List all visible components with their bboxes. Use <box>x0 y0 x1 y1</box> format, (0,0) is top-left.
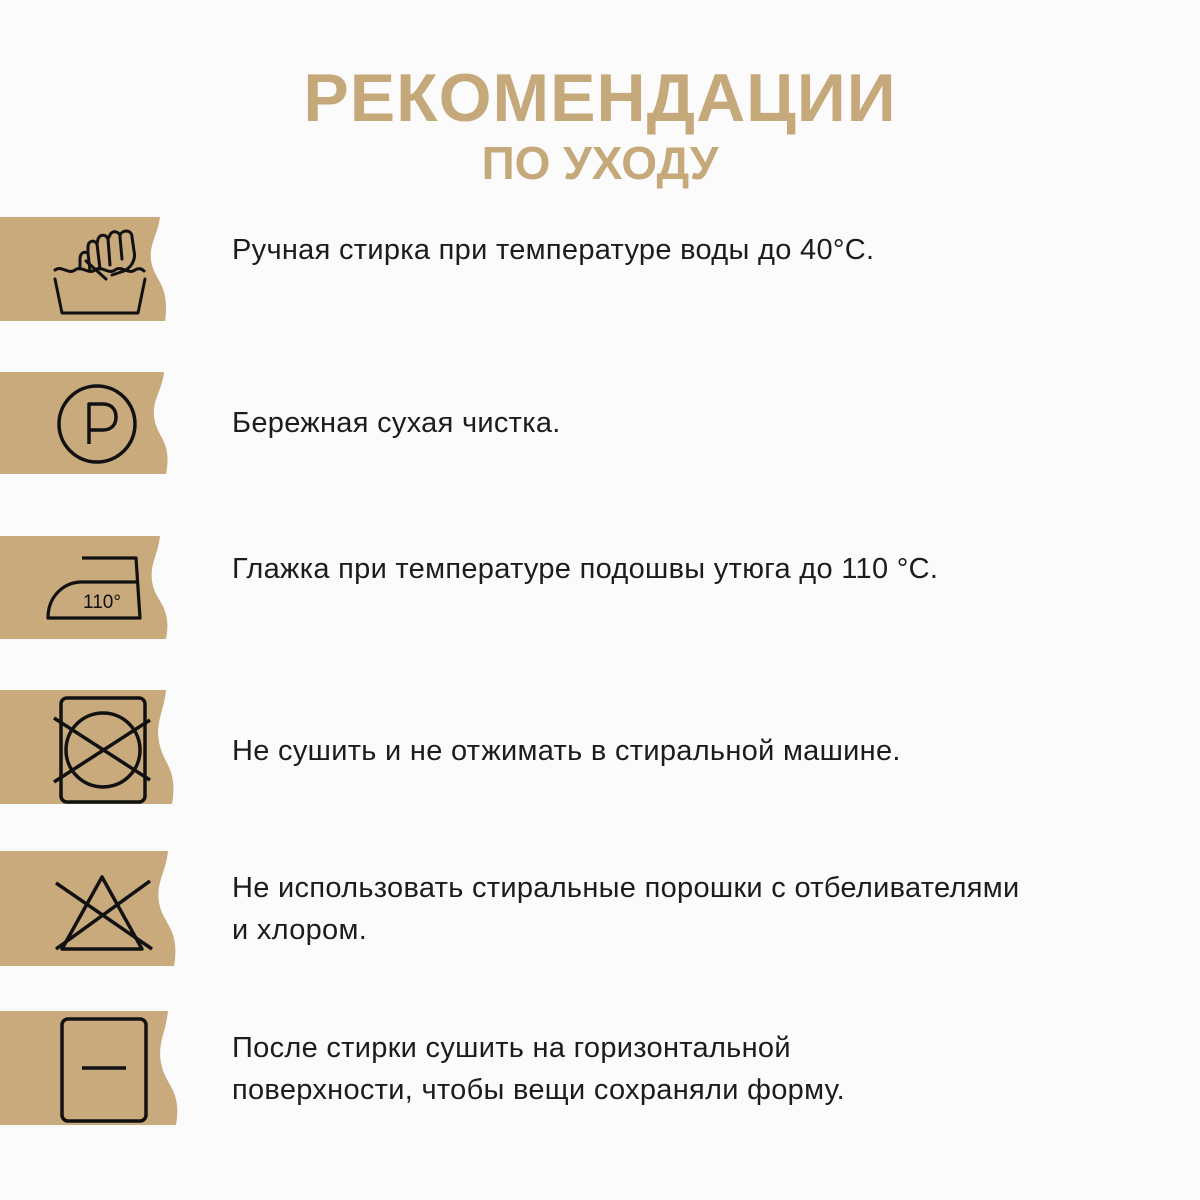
care-item-dry-flat <box>0 1011 1200 1125</box>
care-item-text <box>232 402 1152 444</box>
iron-icon <box>42 548 152 628</box>
care-item-text <box>232 867 1152 951</box>
care-item-line: Ручная стирка при температуре воды до 40°С. <box>232 234 875 266</box>
care-item-line: Не сушить и не отжимать в стиральной машине. <box>232 735 901 767</box>
care-item-no-bleach <box>0 851 1200 966</box>
care-item-line: Бережная сухая чистка. <box>232 407 561 439</box>
page-title: РЕКОМЕНДАЦИИ <box>303 60 897 136</box>
care-item-line: Глажка при температуре подошвы утюга до 110 °С. <box>232 553 939 585</box>
iron-temp-label: 110° <box>83 592 121 613</box>
care-item-line: и хлором. <box>232 914 368 946</box>
care-item-line: Не использовать стиральные порошки с отбеливателями <box>232 872 1020 904</box>
care-item-line: После стирки сушить на горизонтальной <box>232 1032 791 1064</box>
care-item-text <box>232 730 1152 772</box>
care-item-text <box>232 1027 1152 1111</box>
dry-clean-p-icon <box>55 382 139 466</box>
no-bleach-icon <box>50 873 160 953</box>
care-item-dry-clean <box>0 372 1200 474</box>
care-item-hand-wash <box>0 217 1200 321</box>
care-item-text <box>232 229 1152 271</box>
page-subtitle: ПО УХОДУ <box>481 137 719 189</box>
care-item-no-tumble-dry <box>0 690 1200 804</box>
dry-flat-icon <box>58 1015 150 1123</box>
hand-wash-icon <box>50 225 150 317</box>
no-tumble-dry-icon <box>50 694 154 802</box>
care-item-line: поверхности, чтобы вещи сохраняли форму. <box>232 1074 845 1106</box>
care-item-text <box>232 548 1152 590</box>
care-item-iron <box>0 536 1200 639</box>
